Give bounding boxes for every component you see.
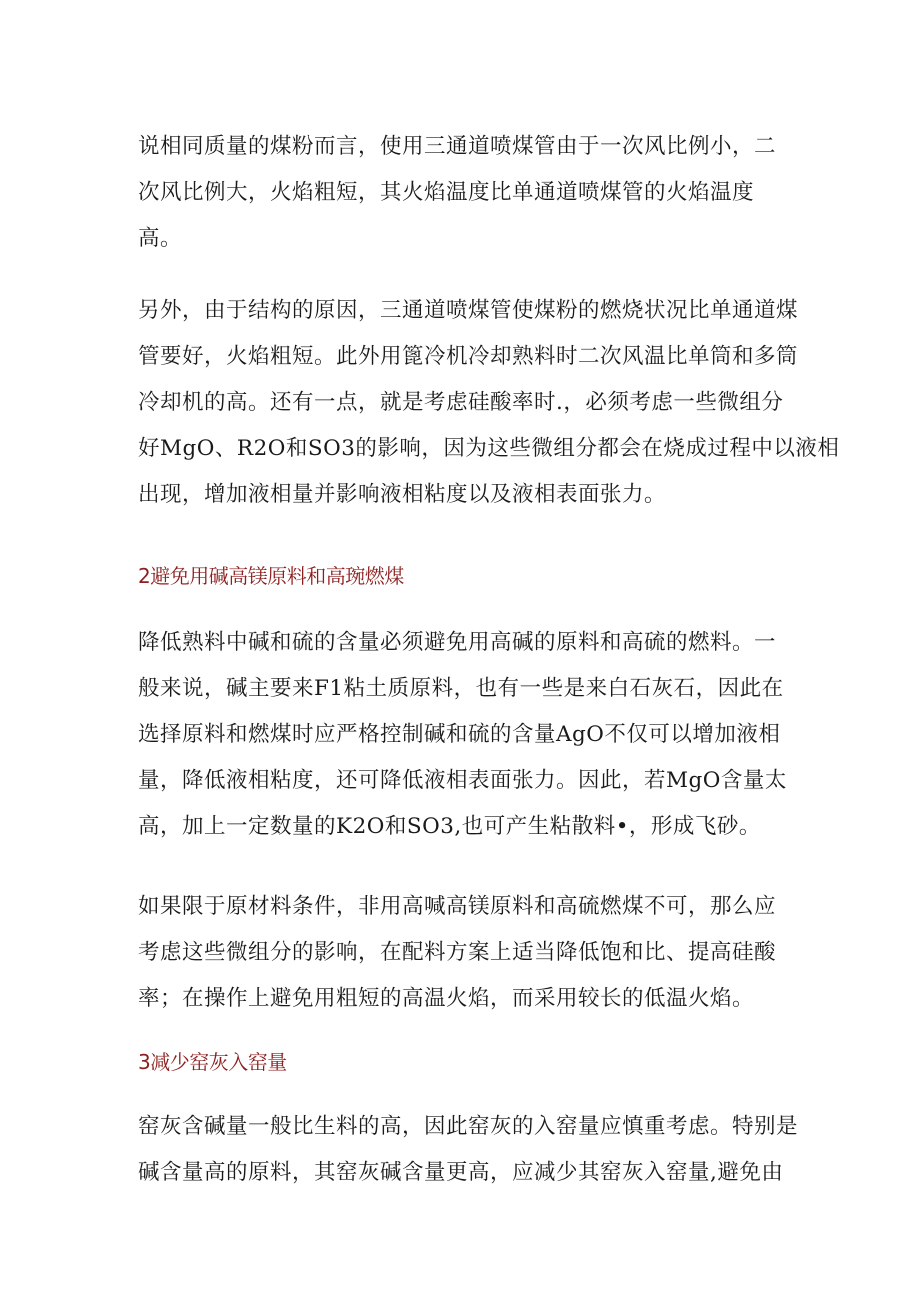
text-line: 碱含量高的原料，其窑灰碱含量更高，应减少其窑灰入窑量,避免由 bbox=[138, 1160, 784, 1185]
text-line: 出现，增加液相量并影响液相粘度以及液相表面张力。 bbox=[138, 482, 667, 507]
text-line: 好MgO、R2O和SO3的影响，因为这些微组分都会在烧成过程中以液相 bbox=[138, 436, 840, 461]
paragraph-raw-material-limits bbox=[138, 884, 784, 1022]
paragraph-reduce-alkali-sulfur bbox=[138, 620, 787, 850]
text-line: 选择原料和燃煤时应严格控制碱和硫的含量AgO不仅可以增加液相 bbox=[138, 722, 781, 747]
text-line: 说相同质量的煤粉而言，使用三通道喷煤管由于一次风比例小，二 bbox=[138, 134, 777, 159]
text-line: 降低熟料中碱和硫的含量必须避免用高碱的原料和高硫的燃料。一 bbox=[138, 630, 777, 655]
text-line: 另外，由于结构的原因，三通道喷煤管使煤粉的燃烧状况比单通道煤 bbox=[138, 298, 799, 323]
paragraph-flame-temperature bbox=[138, 124, 784, 262]
section-heading-2: 2避免用碱高镁原料和高琬燃煤 bbox=[138, 564, 404, 588]
text-line: 高。 bbox=[138, 226, 183, 251]
section-heading-3: 3减少窑灰入窑量 bbox=[138, 1050, 287, 1074]
text-line: 般来说，碱主要来F1粘土质原料，也有一些是来白石灰石，因此在 bbox=[138, 676, 784, 701]
text-line: 高，加上一定数量的K2O和SO3,也可产生粘散料•，形成飞砂。 bbox=[138, 814, 761, 839]
text-line: 率；在操作上避免用粗短的高温火焰，而采用较长的低温火焰。 bbox=[138, 986, 755, 1011]
text-line: 冷却机的高。还有一点，就是考虑硅酸率时.，必须考虑一些微组分 bbox=[138, 390, 784, 415]
text-line: 量，降低液相粘度，还可降低液相表面张力。因此，若MgO含量太 bbox=[138, 768, 787, 793]
text-line: 如果限于原材料条件，非用高喊高镁原料和高硫燃煤不可，那么应 bbox=[138, 894, 777, 919]
paragraph-burner-structure bbox=[138, 288, 840, 518]
document-page bbox=[138, 0, 840, 1301]
text-line: 窑灰含碱量一般比生料的高，因此窑灰的入窑量应慎重考虑。特别是 bbox=[138, 1114, 799, 1139]
paragraph-kiln-dust bbox=[138, 1104, 799, 1196]
text-line: 次风比例大，火焰粗短，其火焰温度比单通道喷煤管的火焰温度 bbox=[138, 180, 755, 205]
text-line: 考虑这些微组分的影响，在配料方案上适当降低饱和比、提高硅酸 bbox=[138, 940, 777, 965]
text-line: 管要好，火焰粗短。此外用篦冷机冷却熟料时二次风温比单筒和多筒 bbox=[138, 344, 799, 369]
